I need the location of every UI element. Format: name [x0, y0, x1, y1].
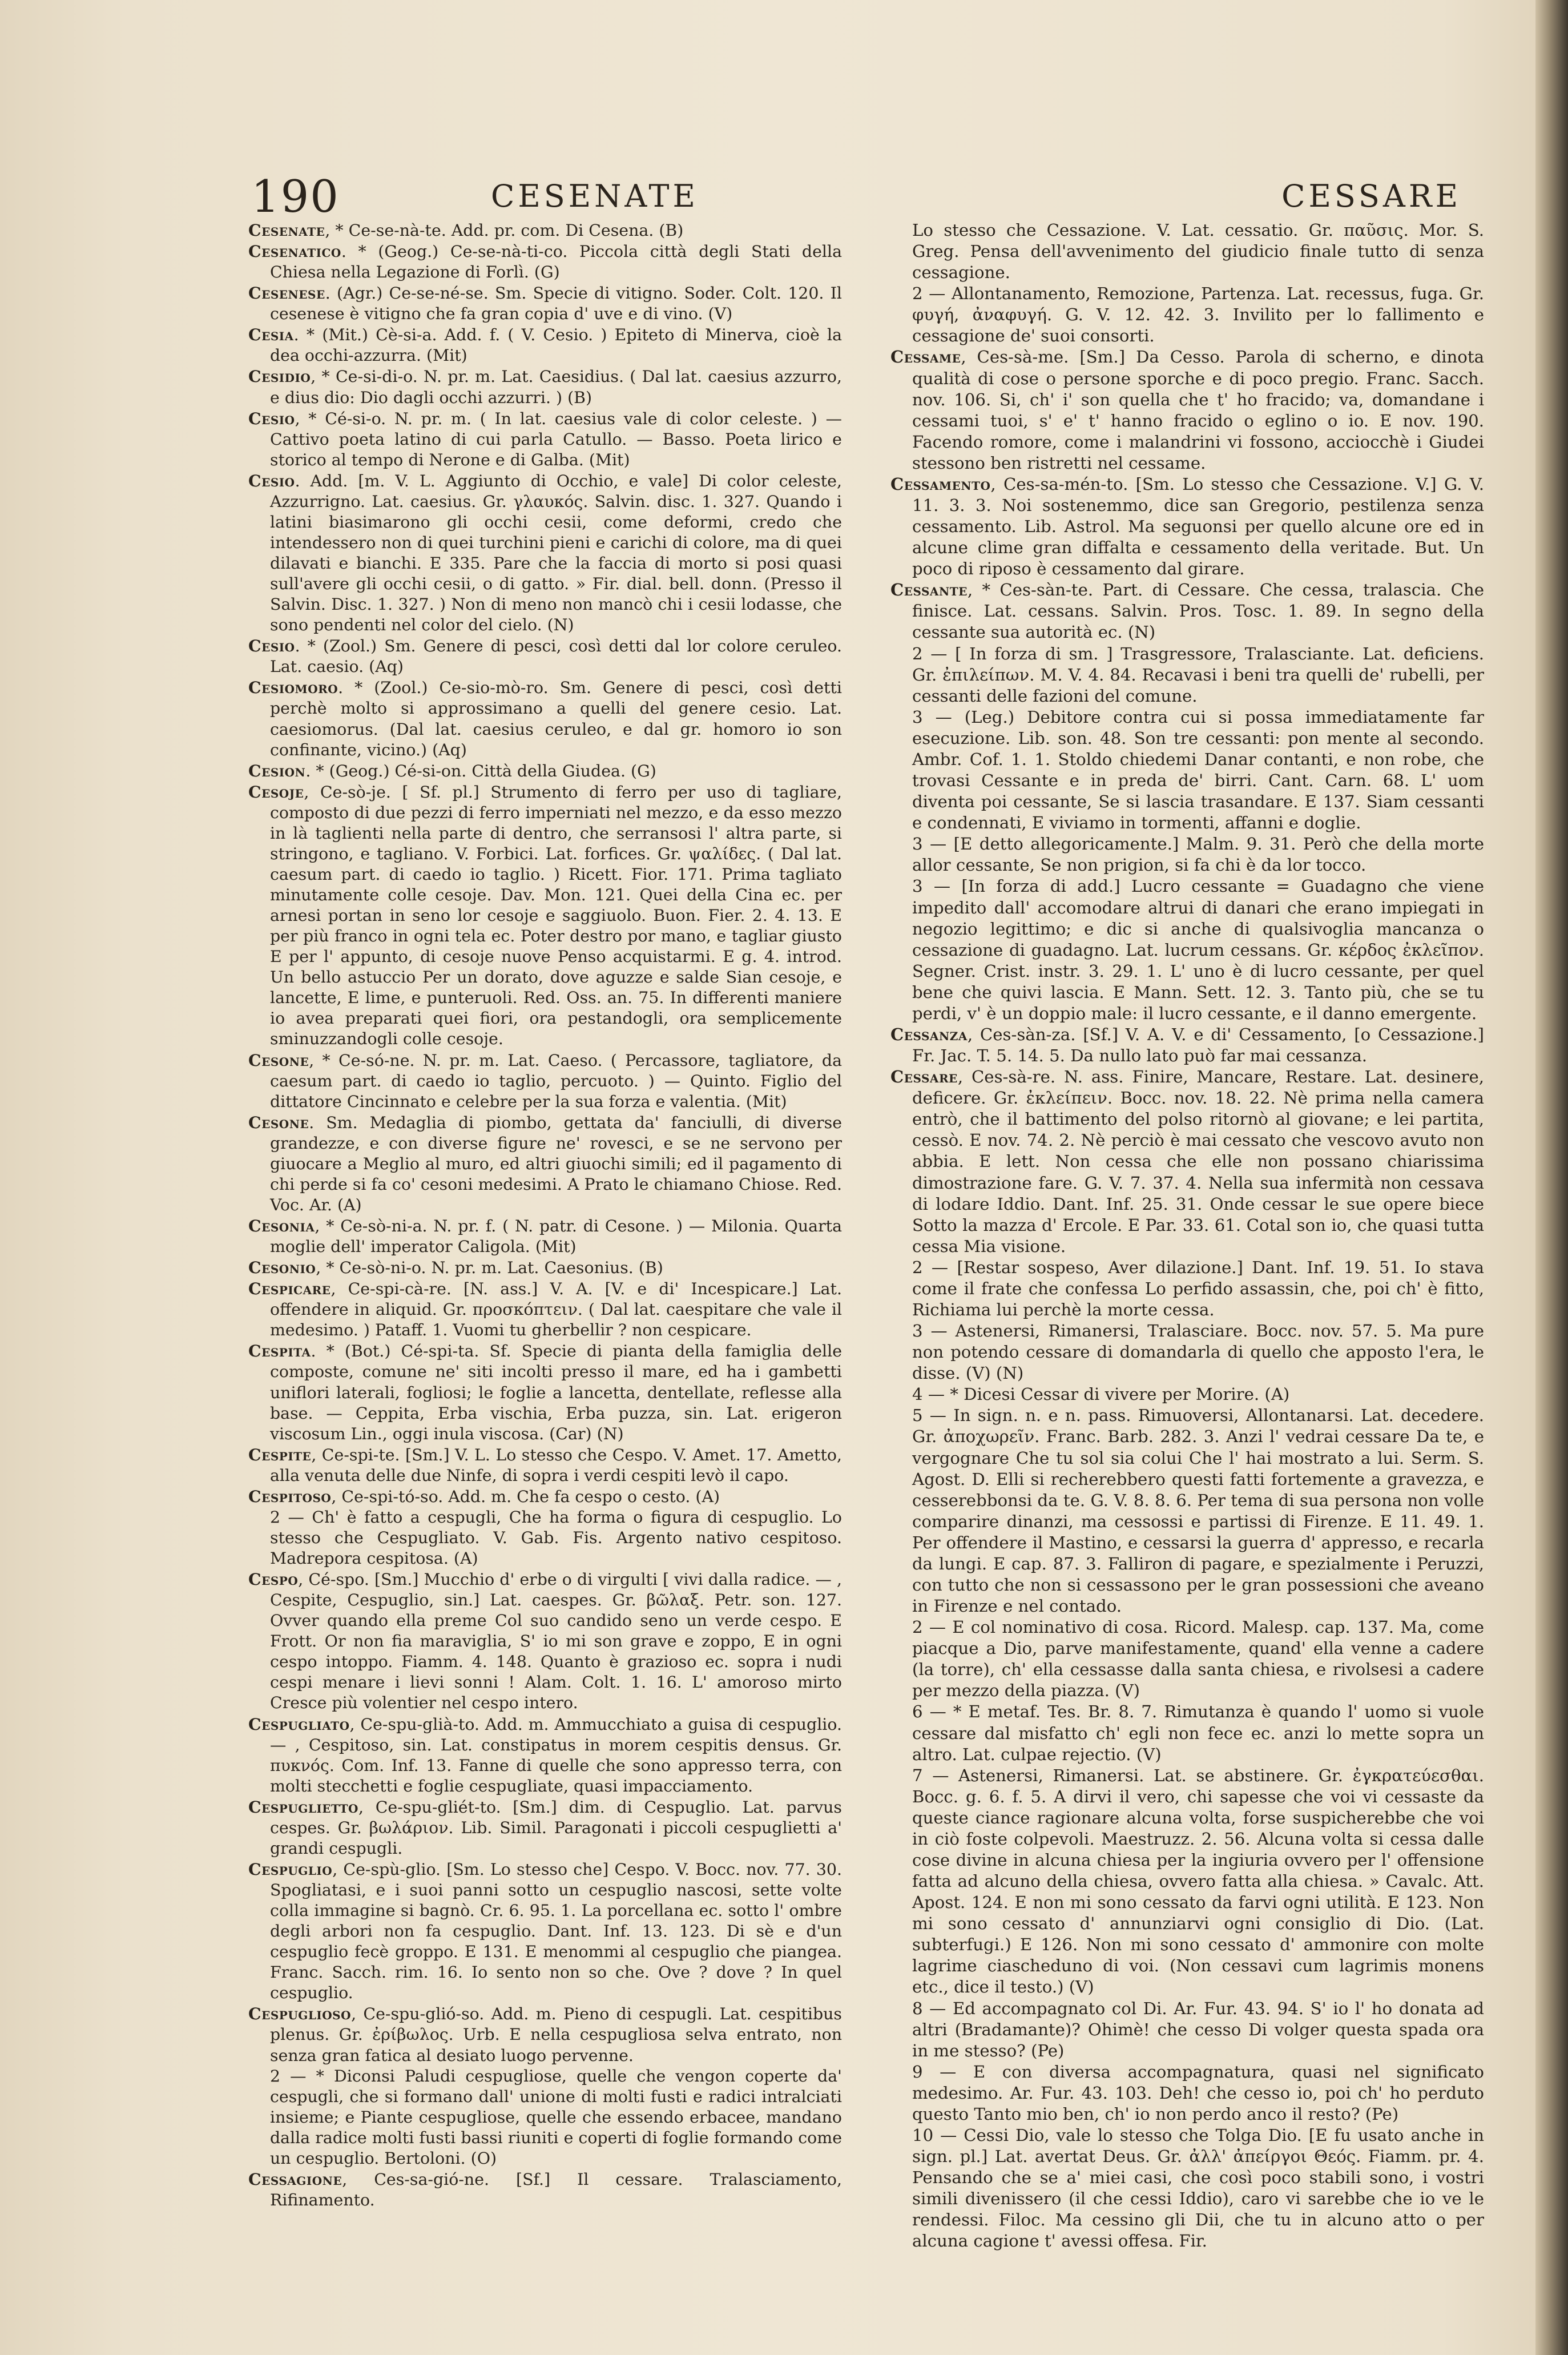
- entry-text: . (Agr.) Ce-se-né-se. Sm. Specie di vitigno. Soder. Colt. 120. Il cesenese è vitigno che fa gran copia d' uve e di vino. (V): [270, 284, 842, 324]
- entry-headword: Cespitoso: [248, 1486, 332, 1506]
- left-running-head: CESENATE: [491, 178, 699, 214]
- entry-headword: Cesenate: [248, 220, 325, 240]
- entry-text: Lo stesso che Cessazione. V. Lat. cessatio. Gr. παῦσις. Mor. S. Greg. Pensa dell'avvenimento del giudicio finale tutto di senza cessagione.: [912, 220, 1484, 283]
- entry-headword: Cespita: [248, 1341, 311, 1361]
- entry-text: , Ces-sà-re. N. ass. Finire, Mancare, Restare. Lat. desinere, deficere. Gr. ἐκλείπειν. Bocc. nov. 18. 22. Nè prima nella camera entrò, che il battimento del polso ritornò al giovane; e lei partita, cessò. E nov. 74. 2. Nè perciò è mai cessato che vescovo avuto non abbia. E lett. Non cessa che elle non possano chiarissima dimostrazione fare. G. V. 7. 37. 4. Nella sua infermità non cessava di lodare Iddio. Dant. Inf. 25. 31. Onde cessar le sue opere biece Sotto la mazza d' Ercole. E Par. 33. 61. Cotal son io, che quasi tutta cessa Mia visione.: [912, 1067, 1484, 1256]
- dictionary-entry: [248, 1444, 842, 1486]
- entry-headword: Cesiomoro: [248, 678, 338, 698]
- page-header: [251, 171, 1461, 223]
- dictionary-entry: [890, 1765, 1484, 1998]
- entry-text: 3 — [E detto allegoricamente.] Malm. 9. 31. Però che della morte allor cessante, Se non prigion, si fa chi è da lor tocco.: [912, 834, 1484, 875]
- entry-headword: Cespuglioso: [248, 2004, 352, 2024]
- entry-text: , * Cé-si-o. N. pr. m. ( In lat. caesius vale di color celeste. ) — Cattivo poeta latino di cui parla Catullo. — Basso. Poeta lirico e storico al tempo di Nerone e di Galba. (Mit): [270, 409, 842, 469]
- entry-text: . * (Zool.) Sm. Genere di pesci, così detti dal lor colore ceruleo. Lat. caesio. (Aq): [270, 637, 842, 677]
- entry-text: , Ce-spu-glió-so. Add. m. Pieno di cespugli. Lat. cespitibus plenus. Gr. ἐρίβωλος. Urb. E nella cespugliosa selva entrato, non senza gran fatica al desiato luogo pervenne.: [270, 2004, 842, 2065]
- entry-text: , * Ce-só-ne. N. pr. m. Lat. Caeso. ( Percassore, tagliatore, da caesum part. di caedo io taglio, percuoto. ) — Quinto. Figlio del dittatore Cincinnato e celebre per la sua forza e valentia. (Mit): [270, 1050, 842, 1111]
- dictionary-entry: [890, 579, 1484, 643]
- dictionary-entry: [890, 707, 1484, 834]
- entry-text: 2 — [Restar sospeso, Aver dilazione.] Dant. Inf. 19. 51. Io stava come il frate che confessa Lo perfido assassin, che, poi ch' è fitto, Richiama lui perchè la morte cessa.: [912, 1257, 1484, 1319]
- dictionary-entry: [248, 220, 842, 241]
- dictionary-entry: [248, 1112, 842, 1215]
- entry-headword: Cesidio: [248, 367, 311, 387]
- entry-text: 5 — In sign. n. e n. pass. Rimuoversi, Allontanarsi. Lat. decedere. Gr. ἀποχωρεῖν. Franc. Barb. 282. 3. Anzi l' vedrai cessare Da te, e vergognare Che tu sol sia colui Che l' hai mostrato a lui. Serm. S. Agost. D. Elli si recherebbero questi fatti fortemente a gravezza, e cesserebbonsi da te. G. V. 8. 8. 6. Per tema di sua persona non volle comparire dinanzi, ma cessossi e partissi di Firenze. E 11. 49. 1. Per offendere il Mastino, e cessarsi la guerra d' appresso, e recarla da lungi. E cap. 87. 3. Falliron di pagare, e spezialmente i Peruzzi, con tutto che non si cessassono per le gran possessioni che aveano in Firenze e nel contado.: [912, 1406, 1484, 1616]
- entry-headword: Cessamento: [890, 474, 991, 494]
- dictionary-entry: [890, 220, 1484, 283]
- entry-text: 3 — Astenersi, Rimanersi, Tralasciare. Bocc. nov. 57. 5. Ma pure non potendo cessare di domandarla di quello che apposto l'era, le disse. (V) (N): [912, 1321, 1484, 1383]
- dictionary-entry: [248, 1215, 842, 1257]
- entry-text: , * Ce-sò-ni-o. N. pr. m. Lat. Caesonius. (B): [316, 1258, 663, 1278]
- entry-text: , * Ce-sò-ni-a. N. pr. f. ( N. patr. di Cesone. ) — Milonia. Quarta moglie dell' imperator Caligola. (Mit): [270, 1217, 842, 1257]
- dictionary-entry: [890, 2125, 1484, 2252]
- entry-text: , Ce-spi-tó-so. Add. m. Che fa cespo o cesto. (A): [331, 1487, 720, 1506]
- entry-headword: Cesone: [248, 1112, 309, 1132]
- dictionary-entry: [890, 1405, 1484, 1617]
- entry-headword: Cespuglietto: [248, 1797, 358, 1817]
- entry-text: 3 — (Leg.) Debitore contra cui si possa immediatamente far esecuzione. Lib. son. 48. Son tre cessanti: pon mente al secondo. Ambr. Cof. 1. 1. Stoldo chiedemi Danar contanti, e non robe, che trovasi Cessante e in preda de' birri. Cant. Carn. 68. L' uom diventa poi cessante, Se si lascia trasandare. E 137. Siam cessanti e condennati, E viviamo in tormenti, affanni e doglie.: [912, 707, 1484, 833]
- dictionary-entry: [890, 1257, 1484, 1321]
- entry-text: . * (Geog.) Ce-se-nà-ti-co. Piccola città degli Stati della Chiesa nella Legazione di Forlì. (G): [270, 242, 842, 282]
- entry-text: . * (Mit.) Cè-si-a. Add. f. ( V. Cesio. ) Epiteto di Minerva, cioè la dea occhi-azzurra. (Mit): [270, 325, 842, 365]
- dictionary-entry: [248, 1486, 842, 1507]
- entry-headword: Cesia: [248, 325, 294, 345]
- entry-headword: Cespuglio: [248, 1859, 333, 1879]
- dictionary-entry: [248, 470, 842, 636]
- entry-headword: Cespo: [248, 1569, 299, 1589]
- entry-headword: Cessagione: [248, 2169, 342, 2189]
- dictionary-entry: [248, 760, 842, 782]
- entry-text: , Ce-spù-glio. [Sm. Lo stesso che] Cespo. V. Bocc. nov. 77. 30. Spogliatasi, e i suoi panni sotto un cespuglio nascosi, sette volte colla immagine si bagnò. Cr. 6. 95. 1. La porcellana ec. sotto l' ombre degli arbori non fa cespuglio. Dant. Inf. 13. 123. Di sè e d'un cespuglio fecè groppo. E 131. E menommi al cespuglio che piangea. Franc. Sacch. rim. 16. Io sento non so che. Ove ? dove ? In quel cespuglio.: [270, 1859, 842, 2003]
- dictionary-entry: [890, 283, 1484, 347]
- entry-text: . * (Geog.) Cé-si-on. Città della Giudea. (G): [305, 761, 656, 780]
- entry-text: 7 — Astenersi, Rimanersi. Lat. se abstinere. Gr. ἐγκρατεύεσθαι. Bocc. g. 6. f. 5. A dirvi il vero, chi sapesse che voi vi cessaste da queste ciance ragionare alcuna volta, forse suspicherebbe che voi in ciò foste colpevoli. Maestruzz. 2. 56. Alcuna volta si cessa dalle cose divine in alcuna chiesa per la ingiuria ovvero per l' offensione fatta ad alcuno della chiesa, ovvero fatta alla chiesa. » Cavalc. Att. Apost. 124. E non mi sono cessato da farvi ogni utilità. E 123. Non mi sono cessato d' annunziarvi ogni consiglio di Dio. (Lat. subterfugi.) E 126. Non mi sono cessato d' ammonire con molte lagrime ciascheduno di voi. (Non cessavi cum lagrimis monens etc., dice il testo.) (V): [912, 1765, 1484, 1997]
- dictionary-entry: [248, 1340, 842, 1444]
- entry-headword: Cesenese: [248, 283, 325, 303]
- dictionary-entry: [248, 1859, 842, 2003]
- dictionary-entry: [890, 1066, 1484, 1257]
- dictionary-entry: [890, 1321, 1484, 1384]
- entry-text: 2 — Allontanamento, Remozione, Partenza. Lat. recessus, fuga. Gr. φυγή, ἀναφυγή. G. V. 12. 42. 3. Invilito per lo fallimento e cessagione de' suoi consorti.: [912, 284, 1484, 346]
- entry-text: 10 — Cessi Dio, vale lo stesso che Tolga Dio. [E fu usato anche in sign. pl.] Lat. avertat Deus. Gr. ἀλλ' ἀπείργοι Θεός. Fiamm. pr. 4. Pensando che se a' miei casi, che così poco stabili sono, i vostri simili divenissero (il che cessi Iddio), caro vi sarebbe che io ve le rendessi. Filoc. Ma cessino gli Dii, che tu in alcuno atto o per alcuna cagione t' avessi offesa. Fir.: [912, 2125, 1484, 2251]
- entry-text: . Sm. Medaglia di piombo, gettata da' fanciulli, di diverse grandezze, e con diverse figure ne' rovesci, e se ne servono per giuocare a Meglio al muro, ed altri giuochi simili; ed il pagamento di chi perde si fa co' cesoni medesimi. A Prato le chiamano Chiose. Red. Voc. Ar. (A): [270, 1113, 842, 1214]
- entry-text: , * Ce-si-di-o. N. pr. m. Lat. Caesidius. ( Dal lat. caesius azzurro, e dius dio: Dio dagli occhi azzurri. ) (B): [270, 367, 842, 407]
- entry-headword: Cessanza: [890, 1024, 968, 1044]
- right-running-head: CESSARE: [1281, 178, 1461, 214]
- entry-text: , Ce-spi-cà-re. [N. ass.] V. A. [V. e di' Incespicare.] Lat. offendere in aliquid. Gr. προσκόπτειν. ( Dal lat. caespitare che vale il medesimo. ) Pataff. 1. Vuomi tu gherbellir ? non cespicare.: [270, 1279, 842, 1340]
- entry-headword: Cesonia: [248, 1216, 315, 1235]
- dictionary-entry: [248, 2169, 842, 2211]
- entry-text: , Ce-spi-te. [Sm.] V. L. Lo stesso che Cespo. V. Amet. 17. Ametto, alla venuta delle due Ninfe, di sopra i verdi cespiti levò il capo.: [270, 1445, 842, 1485]
- entry-text: , Ces-sa-gió-ne. [Sf.] Il cessare. Tralasciamento, Rifinamento.: [270, 2169, 842, 2209]
- book-spine-edge: [1535, 0, 1568, 2355]
- entry-text: , Ce-spu-glià-to. Add. m. Ammucchiato a guisa di cespuglio. — , Cespitoso, sin. Lat. constipatus in morem cespitis densus. Gr. πυκνός. Com. Inf. 13. Fanne di quelle che sono appresso terra, con molti stecchetti e foglie cespugliate, quasi impacciamento.: [270, 1714, 842, 1796]
- entry-headword: Cespicare: [248, 1279, 331, 1299]
- dictionary-entry: [890, 1384, 1484, 1405]
- left-column: [248, 220, 842, 2264]
- dictionary-entry: [248, 1050, 842, 1112]
- dictionary-entry: [890, 474, 1484, 579]
- entry-text: . * (Zool.) Ce-sio-mò-ro. Sm. Genere di pesci, così detti perchè molto si approssimano a quelli del genere cesio. Lat. caesiomorus. (Dal lat. caesius ceruleo, e dal gr. homoro io son confinante, vicino.) (Aq): [270, 678, 842, 759]
- entry-headword: Cesonio: [248, 1258, 316, 1278]
- entry-text: 6 — * E metaf. Tes. Br. 8. 7. Rimutanza è quando l' uomo si vuole cessare dal misfatto ch' egli non fece ec. anzi lo mette sopra un altro. Lat. culpae rejectio. (V): [912, 1702, 1484, 1764]
- entry-text: , Ces-sàn-za. [Sf.] V. A. V. e di' Cessamento, [o Cessazione.] Fr. Jac. T. 5. 14. 5. Da nullo lato può far mai cessanza.: [912, 1024, 1484, 1066]
- dictionary-entry: [248, 2003, 842, 2066]
- entry-text: . Add. [m. V. L. Aggiunto di Occhio, e vale] Di color celeste, Azzurrigno. Lat. caesius. Gr. γλαυκός. Salvin. disc. 1. 327. Quando i latini biasimarono gli occhi cesii, come deformi, credo che intendessero non di quei turchini pieni e carichi di colore, ma di quei dilavati e bianchi. E 335. Pare che la faccia di morto si posi quasi sull'avere gli occhi cesii, o di gatto. » Fir. dial. bell. donn. (Presso il Salvin. Disc. 1. 327. ) Non di meno non mancò chi i cesii lodasse, che sono pendenti nel color del cielo. (N): [270, 471, 842, 635]
- entry-text: 2 — Ch' è fatto a cespugli, Che ha forma o figura di cespuglio. Lo stesso che Cespugliato. V. Gab. Fis. Argento nativo cespitoso. Madrepora cespitosa. (A): [270, 1507, 842, 1568]
- dictionary-entry: [248, 1257, 842, 1278]
- entry-text: . * (Bot.) Cé-spi-ta. Sf. Specie di pianta della famiglia delle composte, comune ne' siti incolti presso il mare, ed ha i gambetti uniflori laterali, fogliosi; le foglie a lancetta, dentellate, reflesse alla base. — Ceppita, Erba vischia, Erba puzza, sin. Lat. erigeron viscosum Lin., oggi inula viscosa. (Car) (N): [270, 1342, 842, 1443]
- entry-headword: Cesone: [248, 1050, 309, 1070]
- dictionary-entry: [248, 1714, 842, 1797]
- entry-headword: Cesenatico: [248, 241, 341, 261]
- dictionary-entry: [890, 643, 1484, 707]
- entry-headword: Cessare: [890, 1067, 958, 1087]
- entry-text: , Ces-sa-mén-to. [Sm. Lo stesso che Cessazione. V.] G. V. 11. 3. 3. Noi sostenemmo, dice san Gregorio, pestilenza senza cessamento. Lib. Astrol. Ma seguonsi per quello alcune ore ed in alcune clime gran diffalta e cessamento della veritade. But. Un poco di riposo è cessamento dal girare.: [912, 474, 1484, 579]
- dictionary-entry: [248, 283, 842, 324]
- dictionary-entry: [248, 635, 842, 677]
- entry-text: 3 — [In forza di add.] Lucro cessante = Guadagno che viene impedito dall' accomodare altrui di danari che erano impiegati in negozio legittimo; e dic si anche di qualsivoglia mancanza o cessazione di guadagno. Lat. lucrum cessans. Gr. κέρδος ἐκλεῖπον. Segner. Crist. instr. 3. 29. 1. L' uno è di lucro cessante, per quel bene che quivi lascia. E Mann. Sett. 12. 3. Tanto più, che se tu perdi, v' è un doppio male: il lucro cessante, e il danno emergente.: [912, 876, 1484, 1023]
- entry-headword: Cessante: [890, 580, 968, 600]
- dictionary-entry: [248, 408, 842, 470]
- dictionary-entry: [248, 324, 842, 366]
- dictionary-entry: [248, 782, 842, 1050]
- entry-text: 2 — * Diconsi Paludi cespugliose, quelle che vengon coperte da' cespugli, che si formano dall' unione di molti fusti e radici intralciati insieme; e Piante cespugliose, quelle che essendo erbacee, mandano dalla radice molti fusti bassi riuniti e coperti di foglie formando come un cespuglio. Bertoloni. (O): [270, 2066, 842, 2168]
- entry-text: 9 — E con diversa accompagnatura, quasi nel significato medesimo. Ar. Fur. 43. 103. Deh! che cesso io, poi ch' ho perduto questo Tanto mio ben, ch' io non perdo anco il resto? (Pe): [912, 2062, 1484, 2124]
- entry-headword: Cesion: [248, 760, 306, 780]
- entry-headword: Cesio: [248, 636, 295, 656]
- entry-text: 2 — [ In forza di sm. ] Trasgressore, Tralasciante. Lat. deficiens. Gr. ἐπιλείπων. M. V. 4. 84. Recavasi i beni tra quelli de' rubelli, per cessanti delle fazioni del comune.: [912, 643, 1484, 706]
- dictionary-entry: [890, 876, 1484, 1024]
- entry-text: , Ce-spu-gliét-to. [Sm.] dim. di Cespuglio. Lat. parvus cespes. Gr. βωλάριον. Lib. Simil. Paragonati i piccoli cespuglietti a' grandi cespugli.: [270, 1797, 842, 1858]
- entry-text: , Ces-sà-me. [Sm.] Da Cesso. Parola di scherno, e dinota qualità di cose o persone sporche e di poco pregio. Franc. Sacch. nov. 106. Si, ch' i' son quella che t' ho fracido; va, domandane i cessami tuoi, s' e' t' hanno fracido o eglino o io. E nov. 190. Facendo romore, come i malandrini vi fossono, acciocchè i Giudei stessono ben ristretti nel cessame.: [912, 347, 1484, 473]
- dictionary-entry: [248, 241, 842, 283]
- entry-headword: Cesoje: [248, 782, 304, 802]
- dictionary-entry: [890, 1701, 1484, 1765]
- entry-text: 2 — E col nominativo di cosa. Ricord. Malesp. cap. 137. Ma, come piacque a Dio, parve manifestamente, quand' ella venne a cadere (la torre), ch' ella cessasse dalla santa chiesa, e rivolsesi a cadere per mezzo della piazza. (V): [912, 1617, 1484, 1701]
- dictionary-entry: [248, 677, 842, 760]
- entry-text: , Ce-sò-je. [ Sf. pl.] Strumento di ferro per uso di tagliare, composto di due pezzi di ferro imperniati nel mezzo, e da esso mezzo in là taglienti nella parte di dentro, che serransosi l' altra parte, si stringono, e tagliano. V. Forbici. Lat. forfices. Gr. ψαλίδες. ( Dal lat. caesum part. di caedo io taglio. ) Ricett. Fior. 171. Prima tagliato minutamente colle cesoje. Dav. Mon. 121. Quei della Cina ec. per arnesi portan in seno lor cesoje e saggiuolo. Buon. Fier. 2. 4. 13. E per più franco in ogni tela ec. Poter destro por mano, e tagliar giusto E per l' appunto, di cesoje nuove Penso acquistarmi. E g. 4. introd. Un bello astuccio Per un dorato, dove aguzze e salde Sian cesoje, e lancette, E lime, e punteruoli. Red. Oss. an. 75. In differenti maniere io avea preparati quei fiori, ora pestandogli, ora semplicemente sminuzzandogli colle cesoje.: [270, 782, 842, 1049]
- dictionary-entry: [248, 2066, 842, 2169]
- entry-text: , * Ces-sàn-te. Part. di Cessare. Che cessa, tralascia. Che finisce. Lat. cessans. Salvin. Pros. Tosc. 1. 89. In segno della cessante sua autorità ec. (N): [912, 580, 1484, 642]
- dictionary-entry: [890, 1024, 1484, 1066]
- dictionary-entry: [248, 1507, 842, 1569]
- dictionary-entry: [890, 1617, 1484, 1701]
- page-number: 190: [251, 171, 340, 223]
- entry-text: 8 — Ed accompagnato col Di. Ar. Fur. 43. 94. S' io l' ho donata ad altri (Bradamante)? Ohimè! che cesso Di volger questa spada ora in me stesso? (Pe): [912, 1998, 1484, 2060]
- dictionary-entry: [890, 1998, 1484, 2062]
- dictionary-entry: [890, 347, 1484, 473]
- entry-headword: Cespugliato: [248, 1714, 350, 1734]
- dictionary-entry: [248, 366, 842, 408]
- entry-headword: Cespite: [248, 1444, 312, 1464]
- entry-text: , Cé-spo. [Sm.] Mucchio d' erbe o di virgulti [ vivi dalla radice. — , Cespite, Cespuglio, sin.] Lat. caespes. Gr. βῶλαξ. Petr. son. 127. Ovver quando ella preme Col suo candido seno un verde cespo. E Frott. Or non fia maraviglia, S' io mi son grave e zoppo, E in ogni cespo intoppo. Fiamm. 4. 148. Quanto è grazioso ec. sopra i nudi cespi menare i lievi sonni ! Alam. Colt. 1. 16. L' amoroso mirto Cresce più volentier nel cespo intero.: [270, 1570, 842, 1713]
- dictionary-entry: [890, 834, 1484, 876]
- dictionary-entry: [248, 1278, 842, 1340]
- dictionary-entry: [248, 1569, 842, 1713]
- dictionary-entry: [890, 2062, 1484, 2125]
- entry-text: , * Ce-se-nà-te. Add. pr. com. Di Cesena. (B): [325, 221, 684, 240]
- right-column: [890, 220, 1484, 2264]
- entry-headword: Cesio: [248, 470, 295, 490]
- entry-headword: Cesio: [248, 408, 295, 428]
- entry-headword: Cessame: [890, 347, 961, 367]
- dictionary-entry: [248, 1797, 842, 1859]
- entry-text: 4 — * Dicesi Cessar di vivere per Morire. (A): [912, 1384, 1290, 1404]
